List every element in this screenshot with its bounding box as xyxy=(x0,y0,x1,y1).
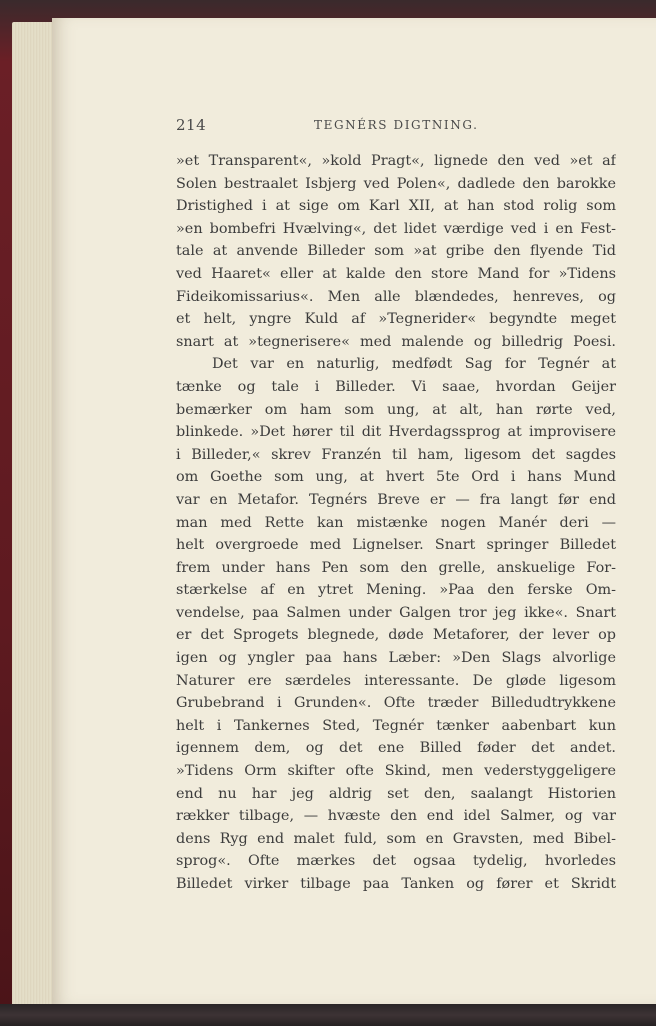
running-title: TEGNÉRS DIGTNING. xyxy=(314,118,479,132)
page-header xyxy=(176,116,616,136)
text-line: er det Sprogets blegnede, døde Metaforer, der lever op xyxy=(176,627,616,644)
text-line: sprog«. Ofte mærkes det ogsaa tydelig, hvorledes xyxy=(176,853,616,870)
text-line: Fideikomissarius«. Men alle blændedes, henreves, og xyxy=(176,288,616,305)
text-line: om Goethe som ung, at hvert 5te Ord i hans Mund xyxy=(176,469,616,486)
text-line: helt i Tankernes Sted, Tegnér tænker aabenbart kun xyxy=(176,717,616,734)
text-line: Grubebrand i Grunden«. Ofte træder Billedudtrykkene xyxy=(176,695,616,712)
text-line: »Tidens Orm skifter ofte Skind, men vederstyggeligere xyxy=(176,763,616,780)
text-line: Naturer ere særdeles interessante. De gløde ligesom xyxy=(176,672,616,689)
text-line: dens Ryg end malet fuld, som en Gravsten, med Bibel- xyxy=(176,830,616,847)
text-line: bemærker om ham som ung, at alt, han rørte ved, xyxy=(176,401,616,418)
text-line: Solen bestraalet Isbjerg ved Polen«, dadlede den barokke xyxy=(176,175,616,192)
body-text xyxy=(176,150,616,896)
text-line: igennem dem, og det ene Billed føder det andet. xyxy=(176,740,616,757)
text-line: Billedet virker tilbage paa Tanken og fører et Skridt xyxy=(176,876,616,892)
bottom-edge-strip xyxy=(0,1004,656,1026)
text-line: frem under hans Pen som den grelle, anskuelige For- xyxy=(176,559,616,576)
text-line: tale at anvende Billeder som »at gribe den flyende Tid xyxy=(176,243,616,260)
text-line: blinkede. »Det hører til dit Hverdagssprog at improvisere xyxy=(176,424,616,441)
paragraph-first-line: Det var en naturlig, medfødt Sag for Tegnér at xyxy=(212,356,616,373)
text-line: Dristighed i at sige om Karl XII, at han stod rolig som xyxy=(176,198,616,215)
text-line: vendelse, paa Salmen under Galgen tror jeg ikke«. Snart xyxy=(176,604,616,621)
text-line: »et Transparent«, »kold Pragt«, lignede den ved »et af xyxy=(176,153,616,169)
page-number: 214 xyxy=(176,116,207,134)
text-line: stærkelse af en ytret Mening. »Paa den ferske Om- xyxy=(176,582,616,599)
text-line: var en Metafor. Tegnérs Breve er — fra langt før end xyxy=(176,491,616,508)
text-line: rækker tilbage, — hvæste den end idel Salmer, og var xyxy=(176,808,616,825)
text-line: end nu har jeg aldrig set den, saalangt Historien xyxy=(176,785,616,802)
text-line: »en bombefri Hvælving«, det lidet værdige ved i en Fest- xyxy=(176,220,616,237)
text-line: man med Rette kan mistænke nogen Manér deri — xyxy=(176,514,616,531)
text-line: helt overgroede med Lignelser. Snart springer Billedet xyxy=(176,537,616,554)
text-line: igen og yngler paa hans Læber: »Den Slags alvorlige xyxy=(176,650,616,667)
text-line: ved Haaret« eller at kalde den store Mand for »Tidens xyxy=(176,265,616,282)
text-line: et helt, yngre Kuld af »Tegnerider« begyndte meget xyxy=(176,311,616,328)
text-line: snart at »tegnerisere« med malende og billedrig Poesi. xyxy=(176,333,616,350)
text-line: i Billeder,« skrev Franzén til ham, ligesom det sagdes xyxy=(176,446,616,463)
text-line: tænke og tale i Billeder. Vi saae, hvordan Geijer xyxy=(176,378,616,395)
